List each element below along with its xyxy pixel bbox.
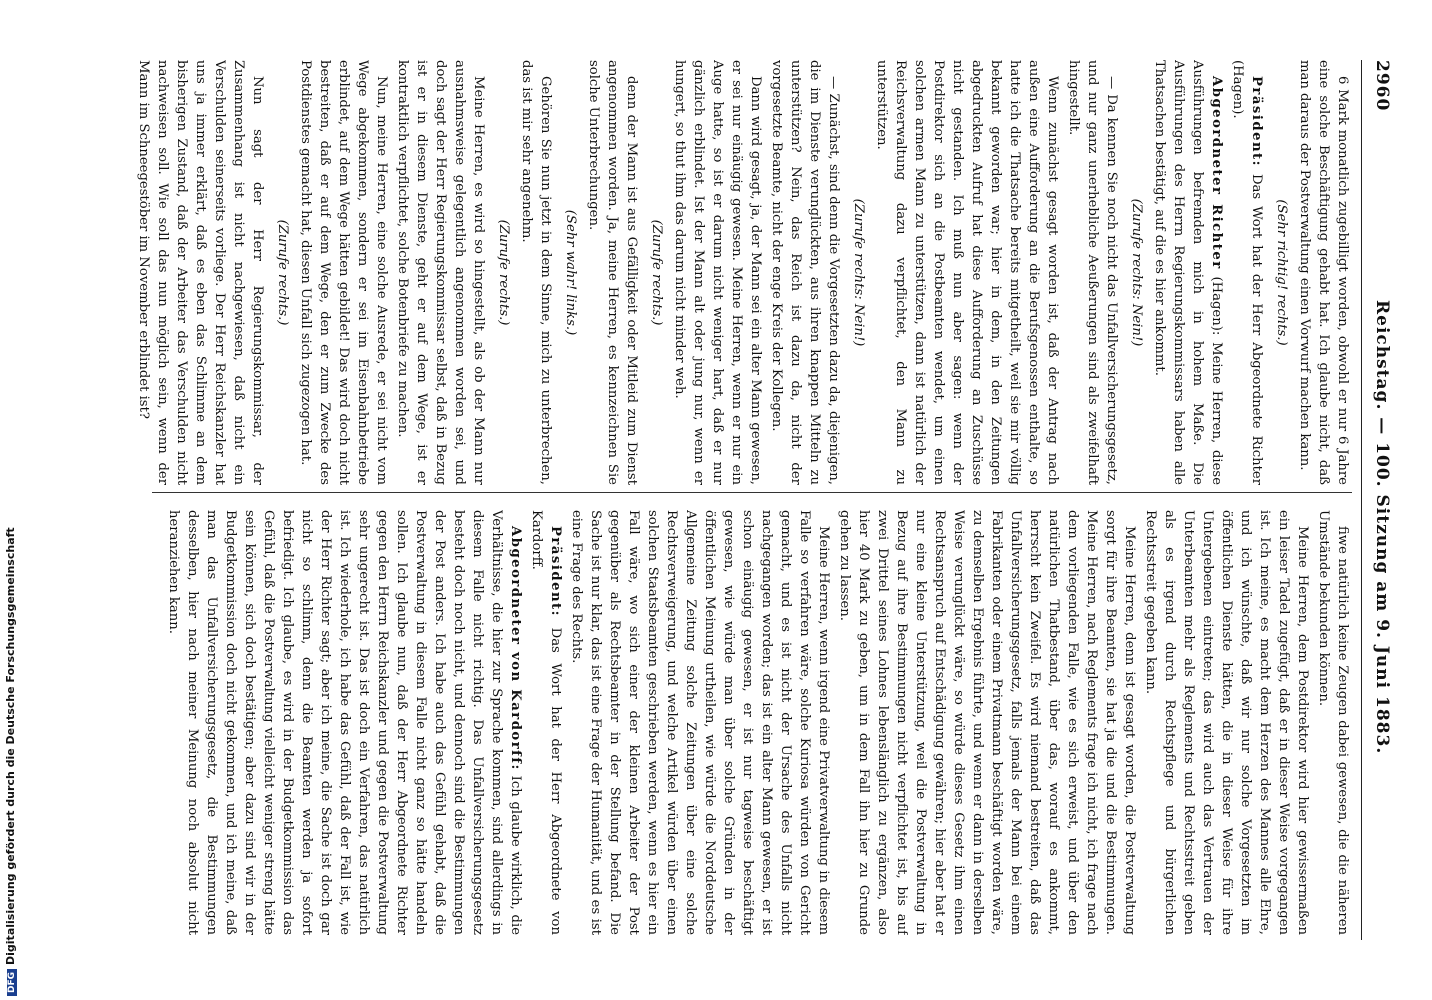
- dfg-logo: DFG: [7, 969, 17, 996]
- speaker-name: Abgeordneter Richter: [1209, 76, 1224, 270]
- speech-paragraph: [164, 510, 525, 935]
- speech-text: Das Wort hat der Herr Abgeordnete Richter (Hagen).: [1230, 60, 1264, 485]
- rotated-page-content: [92, 0, 1432, 1000]
- interjection: (Zurufe rechts.): [496, 219, 511, 326]
- header-rule: [1361, 60, 1362, 940]
- speech-text: (Hagen): Meine Herren, diese Ausführungen befremden mich in hohem Maße. Die Ausführungen des Herrn Regierungskommissars haben alle Thatsachen bestätigt, auf die es hier ankommt.: [1152, 60, 1224, 485]
- body-paragraph: Meine Herren, wenn irgend eine Privatverwaltung in diesem Falle so verfahren wäre, solche Kuriosa würden von Gericht gemacht, und es ist nicht der Ursache des Unfalls nicht nachgegangen worden; das ist ein alter Mann gewesen, er ist schon einäugig gewesen, er ist nur tagweise beschäftigt gewesen, wie würde man über solche Gründen in der öffentlichen Meinung urtheilen, wie würde die Norddeutsche Allgemeine Zeitung solche Zeitungen über eine solche Rechtsverweigerung, und welche Artikel würden über einen solchen Staatsbeamten geschrieben werden, wenn es hier ein Fall wäre, wo sich einer der kleinen Arbeiter der Post gegenüber als Rechtsbeamter in der Stellung befand. Die Sache ist nur klar, das ist eine Frage der Humanität, und es ist eine Frage des Rechts.: [569, 510, 831, 935]
- speech-paragraph: [1150, 60, 1226, 485]
- interjection: (Sehr wahr! links.): [563, 209, 578, 336]
- speech-paragraph: [1228, 60, 1266, 485]
- right-column: [132, 510, 1352, 935]
- credit-sidebar: [0, 0, 22, 1000]
- body-paragraph: Meine Herren, es wird so hingestellt, als ob der Mann nur ausnahmsweise gelegentlich angenommen worden sei, und doch sagt der Herr Regierungskommissar selbst, daß in Bezug ist er in diesem Dienste, geht er auf dem Wege, ist er kontraktlich verpflichtet, solche Botenbriefe zu machen.: [395, 60, 486, 485]
- speech-text: Das Wort hat der Herr Abgeordnete von Kardorff.: [529, 510, 563, 935]
- interjection: (Zurufe rechts: Nein!): [851, 198, 866, 347]
- speaker-name: Präsident:: [1249, 76, 1264, 168]
- interjection: (Zurufe rechts: Nein!): [1129, 198, 1144, 347]
- speech-paragraph: [527, 510, 565, 935]
- page-number: 2960: [1372, 60, 1392, 112]
- interjection: (Zurufe rechts.): [649, 219, 664, 326]
- page-header: [1362, 60, 1392, 940]
- body-paragraph: 6 Mark monatlich zugebilligt worden, obwohl er nur 6 Jahre eine solche Beschäftigung gehabt hat. Ich glaube nicht, daß man daraus der Postverwaltung einen Vorwurf machen kann.: [1297, 60, 1350, 485]
- speech-text: Ich glaube wirklich, die Verhältnisse, die hier zur Sprache kommen, sind allerdings in diesem Falle nicht richtig. Das Unfallversicherungsgesetz besteht doch noch nicht, und dennoch sind die Bestimmungen der Post anders. Ich habe auch das Gefühl gehabt, daß die Postverwaltung in diesem Falle nicht ganz so hätte handeln sollen. Ich glaube nun, daß der Herr Abgeordnete Richter gegen den Herrn Reichskanzler und gegen die Postverwaltung sehr ungerecht ist. Das ist doch ein Verfahren, das natürlich ist. Ich wiederhole, ich habe das Gefühl, daß der Fall ist, wie der Herr Richter sagt; aber ich meine, die Sache ist doch gar nicht so schlimm, denn die Beamten werden ja sofort befriedigt. Ich glaube, es wird in der Budgetkommission das Gefühl, daß die Postverwaltung vielleicht weniger streng hätte sein können, sich doch bestätigen; aber dazu sind wir in der Budgetkommission doch nicht gekommen, und ich meine, daß man das Unfallversicherungsgesetz, die Bestimmungen desselben, hier nach meiner Meinung noch absolut nicht heranziehen kann.: [166, 510, 523, 935]
- body-paragraph: Gehören Sie nun jetzt in dem Sinne, mich zu unterbrechen, das ist mir sehr angenehm.: [519, 60, 553, 485]
- interjection: (Zurufe rechts.): [275, 219, 290, 326]
- speaker-name: Abgeordneter von Kardorff:: [508, 526, 523, 771]
- running-title: Reichstag. — 100. Sitzung am 9. Juni 1883.: [1372, 300, 1392, 755]
- body-paragraph: — Da kennen Sie noch nicht das Unfallversicherungsgesetz, und nur ganz unerhebliche Aeußerungen sind als zweifelhaft hingestellt.: [1066, 60, 1119, 485]
- interjection: (Sehr richtig! rechts.): [1274, 199, 1289, 346]
- credit-line: [4, 396, 17, 996]
- speaker-name: Präsident:: [548, 526, 563, 618]
- body-paragraph: Dann wird gesagt, ja, der Mann sei ein alter Mann gewesen, er sei nur einäugig gewesen. Meine Herren, wenn er nur ein Auge hatte, so ist er darum nicht weniger hart, daß er nur gänzlich erblindet. Ist der Mann alt oder jung nur, wenn er hungert, so thut ihm das darum nicht minder weh.: [672, 60, 763, 485]
- left-column: [132, 60, 1352, 485]
- body-paragraph: Meine Herren, denn ist gesagt worden, die Postverwaltung sorgt für ihre Beamten, sie hat ja die und die Bestimmungen. Meine Herren, nach Reglements frage ich nicht, ich frage nach dem vorliegenden Falle, wie es sich erweist, und über den natürlichen Thatbestand, über das, worauf es ankommt, herrscht kein Zweifel. Es wird niemand bestreiten, daß das Unfallversicherungsgesetz, falls jemals der Mann bei einem Fabrikanten oder einem Privatmann beschäftigt worden wäre, zu demselben Ergebnis führte, und wenn er dann in derselben Weise verunglückt wäre, so würde dieses Gesetz ihm einen Rechtsanspruch auf Entschädigung gewähren; hier aber hat er nur eine kleine Unterstützung, weil die Postverwaltung in Bezug auf ihre Bestimmungen nicht verpflichtet ist, bis auf zwei Drittel seines Lohnes lebenslänglich zu ergänzen, also hier 40 Mark zu geben, um in dem Fall ihn hier zu Grunde gehen zu lassen.: [837, 510, 1137, 935]
- body-paragraph: Wenn zunächst gesagt worden ist, daß der Antrag nach außen eine Aufforderung an die Berufsgenossen enthalte, so hatte ich die Thatsache bereits mitgetheilt, weil sie mir völlig bekannt geworden war; hier in dem, in den Zeitungen abgedruckten Aufruf hat diese Aufforderung an Zuschüsse nicht gestanden. Ich muß nun aber sagen: wenn der Postdirektor sich an die Postbeamten wendet, um einen solchen armen Mann zu unterstützen, dann ist natürlich der Reichsverwaltung dazu verpflichtet, den Mann zu unterstützen.: [874, 60, 1060, 485]
- body-paragraph: Nun sagt der Herr Regierungskommissar, der Zusammenhang ist nicht nachgewiesen, daß nicht ein Verschulden seinerseits vorliege. Der Herr Reichskanzler hat uns ja immer erklärt, daß es eben das Schlimme an dem bisherigen Zustand, daß der Arbeiter das Verschulden nicht nachweisen soll. Wie soll das nun möglich sein, wenn der Mann im Schneegestöber im November erblindet ist?: [136, 60, 265, 485]
- body-paragraph: — Zunächst, sind denn die Vorgesetzten dazu da, diejenigen, die im Dienste verunglückten, aus ihren knappen Mitteln zu unterstützen? Nein, das Reich ist dazu da, nicht der vorgesetzte Beamte, nicht der enge Kreis der Kollegen.: [769, 60, 841, 485]
- body-paragraph: fiwe natürlich keine Zeugen dabei gewesen, die die näheren Umstände bekunden können.: [1316, 510, 1350, 935]
- body-paragraph: denn der Mann ist aus Gefälligkeit oder Mitleid zum Dienst angenommen worden. Ja, meine Herren, es kennzeichnen Sie solche Unterbrechungen.: [586, 60, 639, 485]
- column-rule: [152, 492, 1352, 493]
- body-paragraph: Nun, meine Herren, eine solche Ausrede, er sei nicht vom Wege abgekommen, sondern er sei im Eisenbahnbetriebe erblindet, auf dem Wege hätten gebildet! Das wird doch nicht bestreiten, daß er auf dem Wege, den er zum Zwecke des Postdienstes gemacht hat, diesen Unfall sich zugezogen hat.: [298, 60, 389, 485]
- credit-text: Digitalisierung gefördert durch die Deutsche Forschungsgemeinschaft: [4, 527, 17, 965]
- body-paragraph: Meine Herren, dem Postdirektor wird hier gewissermaßen ein leiser Tadel zugefügt, daß er in dieser Weise vorgegangen ist. Ich meine, es macht dem Herzen des Mannes alle Ehre, und ich wünschte, daß wir nur solche Vorgesetzten im öffentlichen Dienste hätten, die in dieser Weise für ihre Untergebenen eintreten; das wird auch das Vertrauen der Unterbeamten mehr als Reglements und Rechtsstreit geben als es irgend durch Rechtspflege und bürgerlichen Rechtsstreit gegeben kann.: [1143, 510, 1310, 935]
